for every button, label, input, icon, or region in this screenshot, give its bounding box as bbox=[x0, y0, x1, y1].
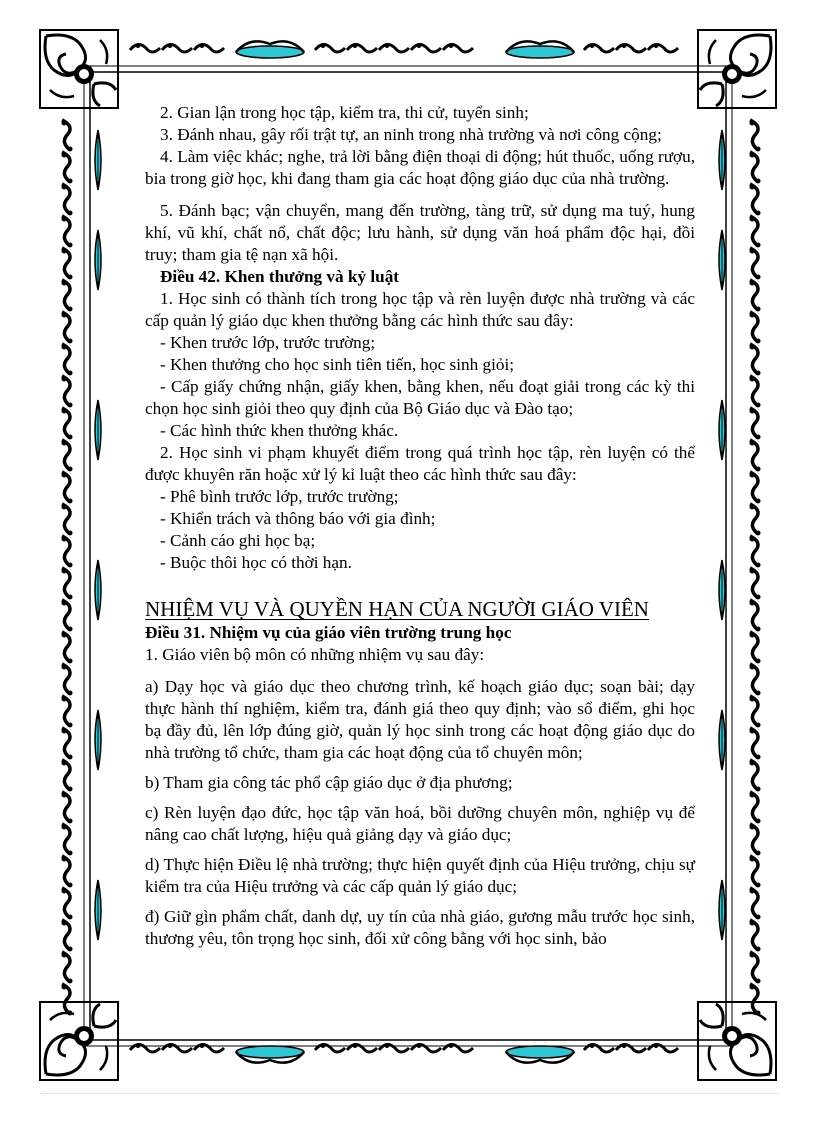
section-heading: NHIỆM VỤ VÀ QUYỀN HẠN CỦA NGƯỜI GIÁO VIÊN bbox=[145, 597, 649, 621]
list-item: - Phê bình trước lớp, trước trường; bbox=[160, 487, 399, 506]
paragraph: 2. Học sinh vi phạm khuyết điểm trong quá trình học tập, rèn luyện có thể được khuyên răn hoặc xử lý kỉ luật theo các hình thức sau đây: bbox=[145, 443, 695, 484]
paragraph: 1. Học sinh có thành tích trong học tập và rèn luyện được nhà trường và các cấp quản lý giáo dục khen thưởng bằng các hình thức sau đây: bbox=[145, 289, 695, 330]
paragraph: 5. Đánh bạc; vận chuyển, mang đến trường, tàng trữ, sử dụng ma tuý, hung khí, vũ khí, chất nổ, chất độc; lưu hành, sử dụng văn hoá phẩm độc hại, đồi truy; tham gia tệ nạn xã hội. bbox=[145, 201, 695, 264]
paragraph: d) Thực hiện Điều lệ nhà trường; thực hiện quyết định của Hiệu trưởng, chịu sự kiểm tra của Hiệu trưởng và các cấp quản lý giáo dục; bbox=[145, 855, 695, 896]
paragraph: 3. Đánh nhau, gây rối trật tự, an ninh trong nhà trường và nơi công cộng; bbox=[160, 125, 662, 144]
paragraph: 1. Giáo viên bộ môn có những nhiệm vụ sau đây: bbox=[145, 645, 485, 664]
paragraph: b) Tham gia công tác phổ cập giáo dục ở địa phương; bbox=[145, 773, 513, 792]
list-item: - Khiển trách và thông báo với gia đình; bbox=[160, 509, 436, 528]
paragraph: 4. Làm việc khác; nghe, trả lời bằng điện thoại di động; hút thuốc, uống rượu, bia trong giờ học, khi đang tham gia các hoạt động giáo dục của nhà trường. bbox=[145, 147, 695, 188]
paragraph: 2. Gian lận trong học tập, kiểm tra, thi cử, tuyển sinh; bbox=[160, 103, 529, 122]
list-item: - Khen trước lớp, trước trường; bbox=[160, 333, 376, 352]
list-item: - Cấp giấy chứng nhận, giấy khen, bằng khen, nếu đoạt giải trong các kỳ thi chọn học sinh giỏi theo quy định của Bộ Giáo dục và Đào tạo; bbox=[145, 377, 695, 418]
list-item: - Các hình thức khen thưởng khác. bbox=[160, 421, 399, 440]
article-heading: Điều 42. Khen thưởng và kỷ luật bbox=[160, 267, 400, 286]
paragraph: a) Dạy học và giáo dục theo chương trình, kế hoạch giáo dục; soạn bài; dạy thực hành thí nghiệm, kiểm tra, đánh giá theo quy định; vào sổ điểm, ghi học bạ đầy đủ, lên lớp đúng giờ, quản lý học sinh trong các hoạt động giáo dục do nhà trường tổ chức, tham gia các hoạt động của tổ chuyên môn; bbox=[145, 677, 695, 762]
page-separator bbox=[40, 1093, 780, 1094]
list-item: - Khen thưởng cho học sinh tiên tiến, học sinh giỏi; bbox=[160, 355, 514, 374]
list-item: - Buộc thôi học có thời hạn. bbox=[160, 553, 352, 572]
list-item: - Cảnh cáo ghi học bạ; bbox=[160, 531, 316, 550]
paragraph: đ) Giữ gìn phẩm chất, danh dự, uy tín của nhà giáo, gương mẫu trước học sinh, thương yêu, tôn trọng học sinh, đối xử công bằng với học sinh, bảo bbox=[145, 907, 695, 948]
article-heading: Điều 31. Nhiệm vụ của giáo viên trường trung học bbox=[145, 623, 512, 642]
document-body bbox=[145, 102, 695, 950]
paragraph: c) Rèn luyện đạo đức, học tập văn hoá, bồi dưỡng chuyên môn, nghiệp vụ để nâng cao chất lượng, hiệu quả giảng dạy và giáo dục; bbox=[145, 803, 695, 844]
